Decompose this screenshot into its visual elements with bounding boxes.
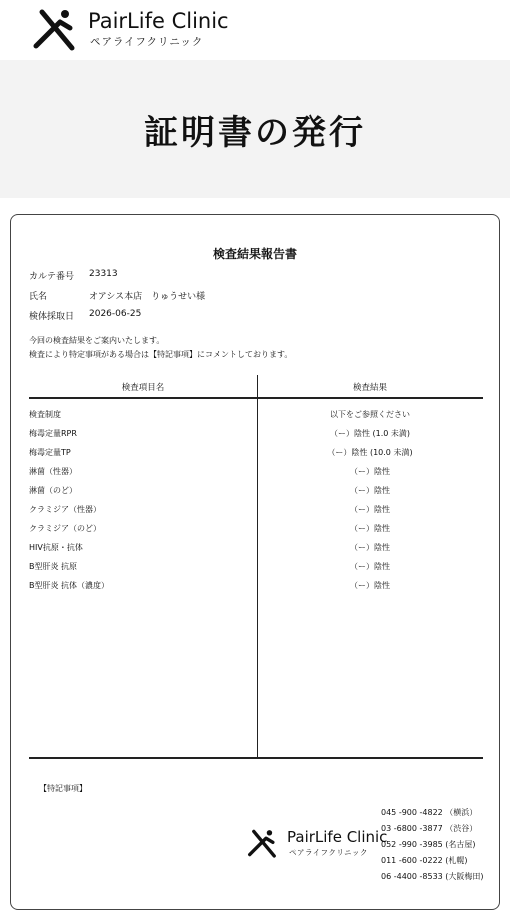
results-table (29, 375, 483, 757)
test-name: 淋菌（のど） (29, 486, 77, 495)
pairlife-logo-icon (32, 6, 82, 52)
test-name: クラミジア（性器） (29, 505, 101, 514)
test-name: 梅毒定量TP (29, 448, 71, 457)
page-title: 証明書の発行 (144, 112, 366, 153)
meta-label: 検体採取日 (29, 312, 75, 322)
table-row (29, 523, 483, 542)
test-result: （ー）陰性 (350, 543, 390, 552)
test-result: （ー）陰性 (350, 524, 390, 533)
test-result: （ー）陰性 (350, 486, 390, 495)
remarks-label: 【特記事項】 (39, 784, 87, 793)
phone-list (381, 805, 484, 885)
test-result: 以下をご参照ください (330, 410, 410, 419)
test-result: （ー）陰性 (350, 581, 390, 590)
column-header-item: 検査項目名 (121, 383, 165, 393)
site-header (0, 0, 510, 60)
pairlife-logo-icon (247, 827, 281, 859)
table-row (29, 466, 483, 485)
test-name: HIV抗原・抗体 (29, 543, 83, 552)
test-name: 検査制度 (29, 410, 61, 419)
logo-name-ja: ペアライフクリニック (289, 847, 368, 857)
notice-line: 今回の検査結果をご案内いたします。 (29, 336, 165, 345)
clinic-logo[interactable] (32, 6, 229, 52)
header-divider (29, 397, 483, 399)
test-name: 淋菌（性器） (29, 467, 77, 476)
test-result: （ー）陰性 (350, 505, 390, 514)
table-bottom-rule (29, 757, 483, 759)
meta-label: 氏名 (29, 292, 48, 302)
test-name: クラミジア（のど） (29, 524, 101, 533)
table-row (29, 409, 483, 428)
table-row (29, 542, 483, 561)
column-header-result: 検査結果 (352, 383, 387, 393)
meta-row-sample-date (29, 309, 141, 322)
footer-clinic-logo (247, 827, 387, 859)
test-result: （ー）陰性 (350, 467, 390, 476)
phone-yokohama: 045 -900 -4822 （横浜） (381, 808, 478, 817)
meta-row-name (29, 289, 205, 302)
table-row (29, 580, 483, 599)
meta-row-chart-number (29, 269, 118, 282)
meta-value: オアシス本店 りゅうせい様 (89, 292, 206, 302)
table-row (29, 504, 483, 523)
table-row (29, 447, 483, 466)
report-title: 検査結果報告書 (212, 247, 297, 261)
test-result: （ー）陰性 (350, 562, 390, 571)
table-row (29, 561, 483, 580)
test-name: 梅毒定量RPR (29, 429, 77, 438)
test-name: B型肝炎 抗原 (29, 562, 78, 571)
test-result: （ー）陰性 (10.0 未満) (327, 448, 413, 457)
logo-name-en: PairLife Clinic (88, 9, 229, 33)
logo-name-ja: ペアライフクリニック (90, 36, 204, 48)
meta-value: 2026-06-25 (89, 309, 142, 319)
logo-text (88, 9, 229, 49)
meta-value: 23313 (89, 269, 118, 279)
test-result: （ー）陰性 (1.0 未満) (329, 429, 411, 438)
phone-sapporo: 011 -600 -0222 (札幌) (381, 856, 468, 865)
title-band (0, 60, 510, 198)
notice-line: 検査により特定事項がある場合は【特記事項】にコメントしております。 (29, 350, 293, 359)
phone-nagoya: 052 -990 -3985 (名古屋) (381, 840, 476, 849)
meta-label: カルテ番号 (29, 272, 75, 282)
phone-osaka-umeda: 06 -4400 -8533 (大阪梅田) (381, 872, 484, 881)
table-row (29, 428, 483, 447)
phone-shibuya: 03 -6800 -3877 （渋谷） (381, 824, 478, 833)
logo-name-en: PairLife Clinic (287, 827, 388, 846)
report-document (10, 214, 500, 910)
test-name: B型肝炎 抗体（濃度） (29, 581, 110, 590)
logo-text (287, 829, 387, 858)
table-row (29, 485, 483, 504)
